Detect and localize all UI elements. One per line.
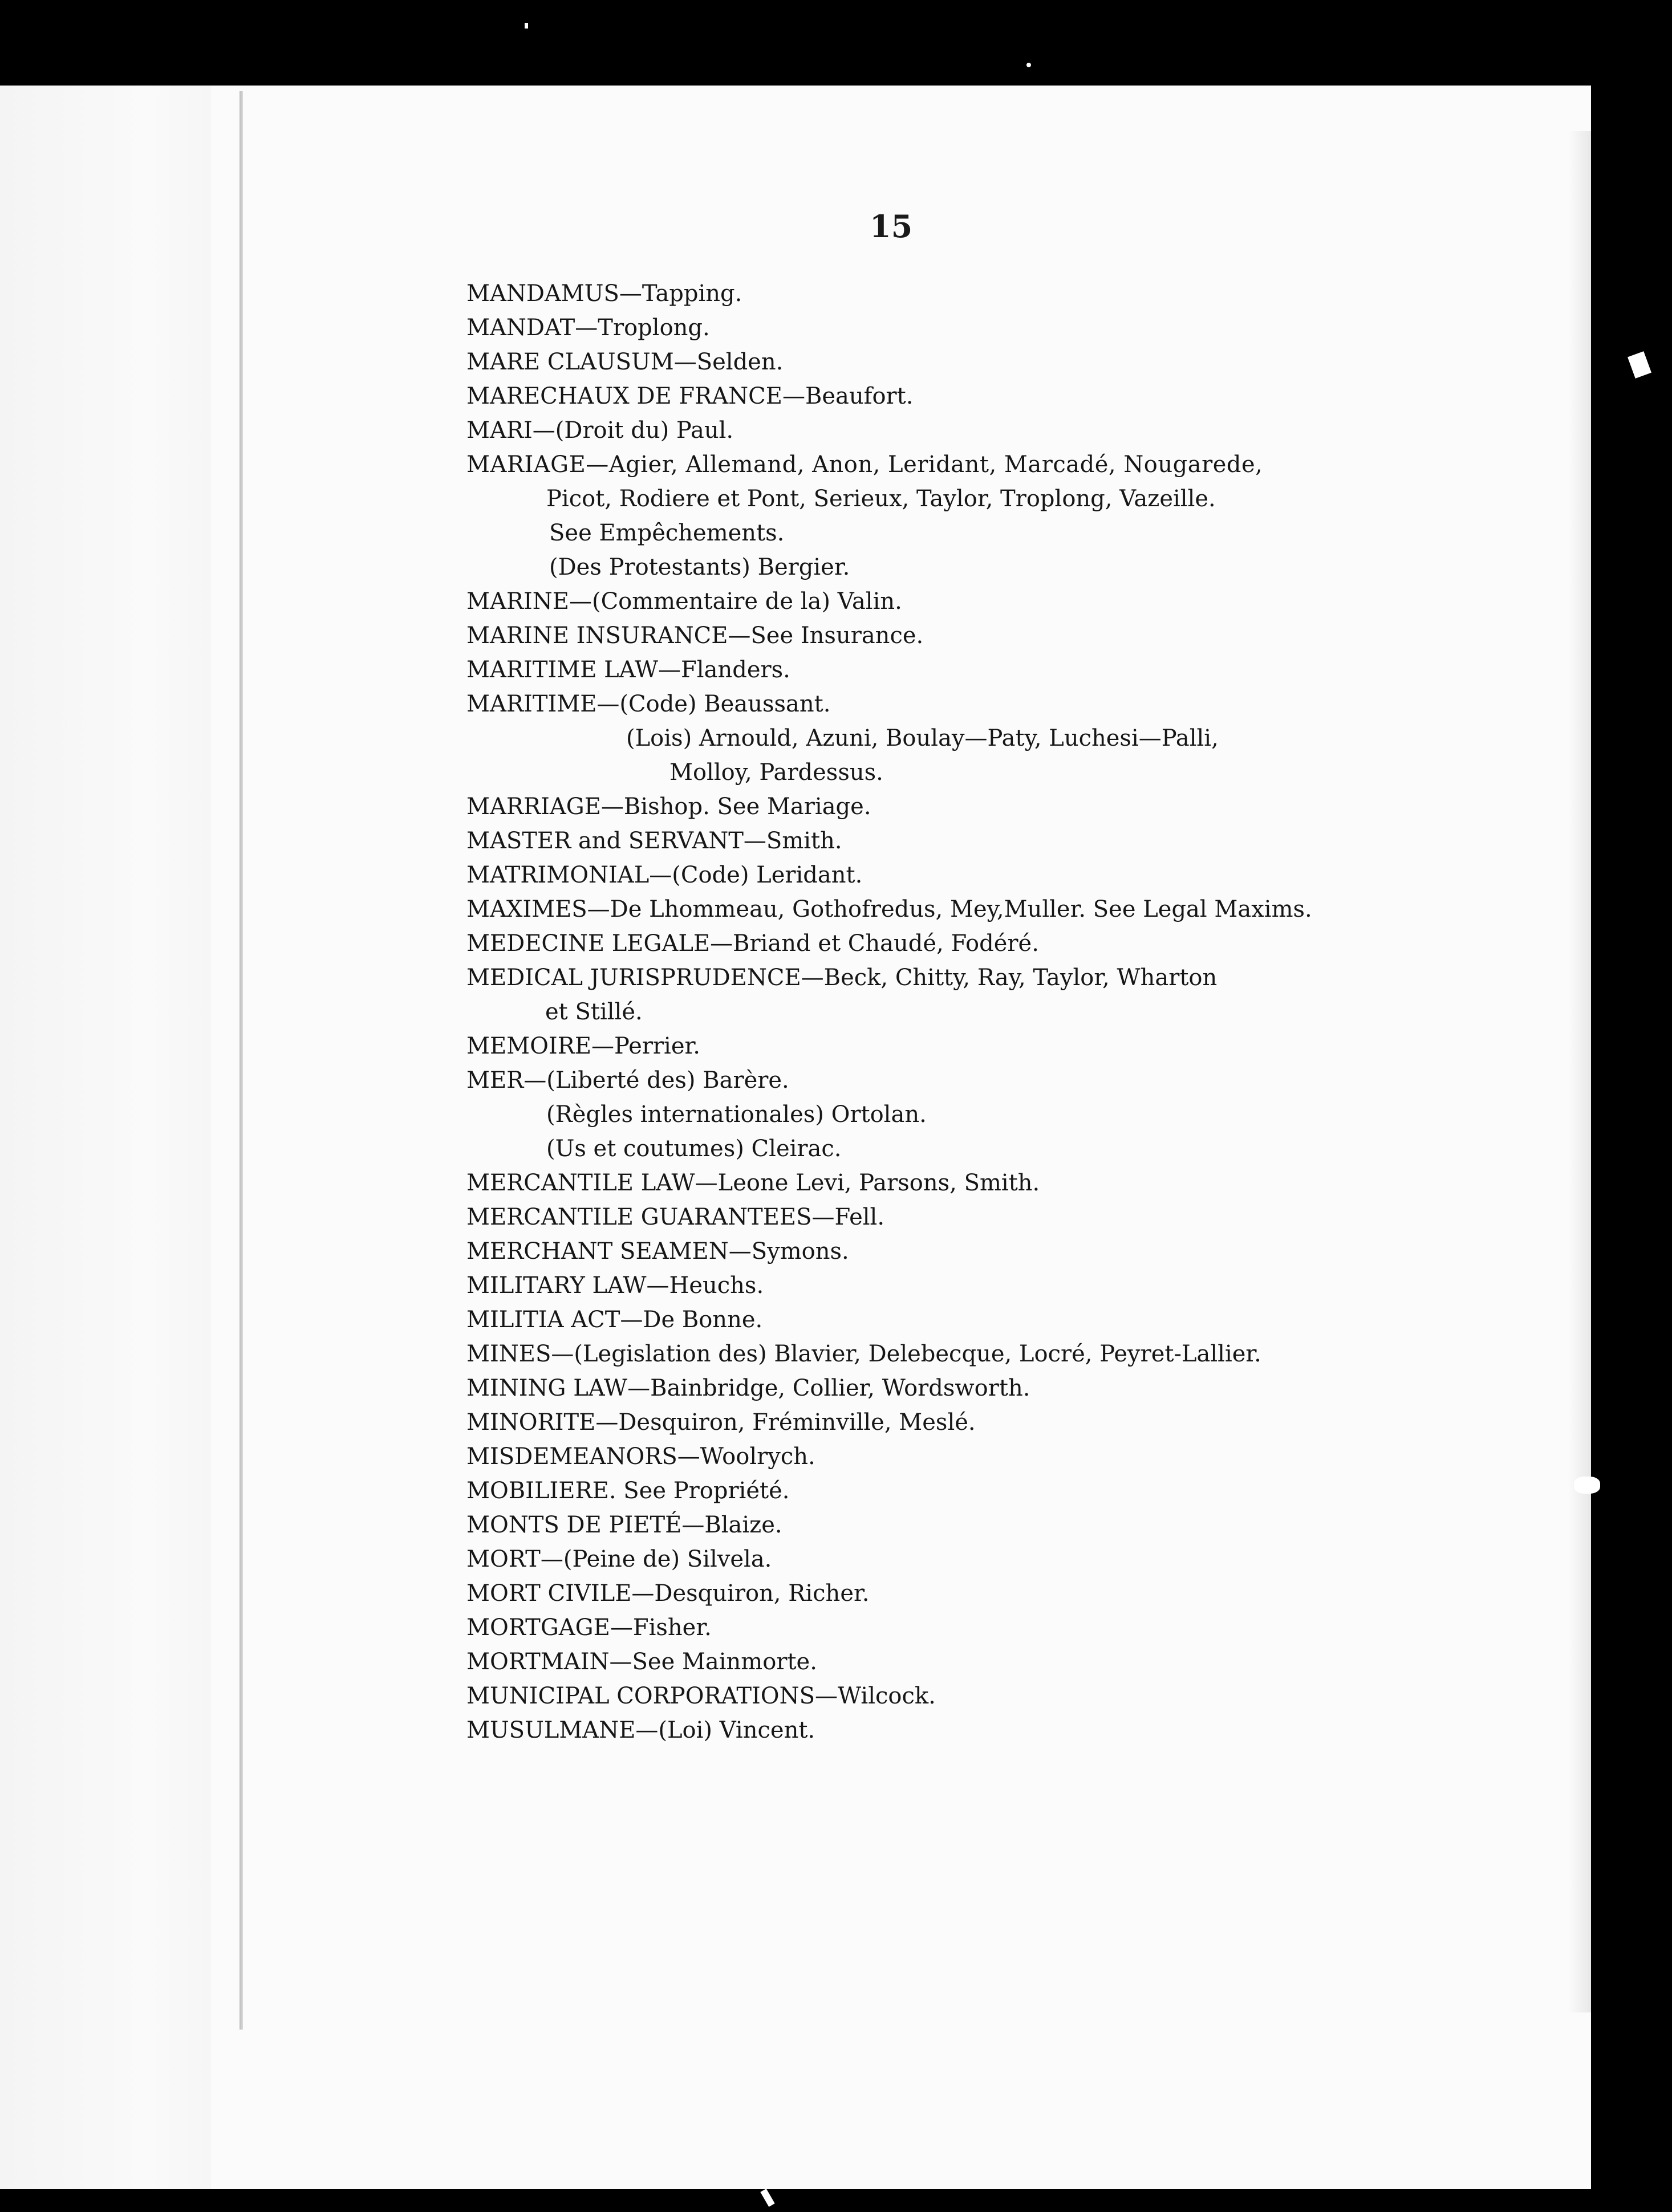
index-subentry: (Des Protestants) Bergier. — [549, 554, 850, 580]
index-entry: MISDEMEANORS—Woolrych. — [466, 1444, 815, 1470]
page-fold-line — [240, 91, 243, 2030]
index-entry: MERCANTILE LAW—Leone Levi, Parsons, Smith. — [466, 1170, 1040, 1196]
index-entry: MARITIME LAW—Flanders. — [466, 657, 790, 683]
index-entry-cross-reference: See Empêchements. — [549, 520, 785, 546]
page-left-margin — [0, 86, 211, 2189]
index-entry: MANDAMUS—Tapping. — [466, 280, 742, 307]
index-entry: MOBILIERE. See Propriété. — [466, 1478, 790, 1504]
index-entry: MARE CLAUSUM—Selden. — [466, 349, 784, 375]
index-entry: MINORITE—Desquiron, Fréminville, Meslé. — [466, 1409, 976, 1436]
index-entry-continuation: Molloy, Pardessus. — [669, 759, 883, 786]
index-entry: MINES—(Legislation des) Blavier, Delebecque, Locré, Peyret-Lallier. — [466, 1341, 1261, 1367]
index-entry: MEDICAL JURISPRUDENCE—Beck, Chitty, Ray, Taylor, Wharton — [466, 965, 1218, 991]
index-entry: MORT CIVILE—Desquiron, Richer. — [466, 1580, 870, 1607]
index-subentry: (Us et coutumes) Cleirac. — [546, 1136, 842, 1162]
index-entry: MUNICIPAL CORPORATIONS—Wilcock. — [466, 1683, 936, 1709]
index-entry: MARINE—(Commentaire de la) Valin. — [466, 588, 902, 615]
index-entry: MILITARY LAW—Heuchs. — [466, 1272, 764, 1299]
index-entry: MATRIMONIAL—(Code) Leridant. — [466, 862, 863, 888]
index-entry: MORTGAGE—Fisher. — [466, 1615, 712, 1641]
index-entry: MUSULMANE—(Loi) Vincent. — [466, 1717, 815, 1743]
index-entry: MORT—(Peine de) Silvela. — [466, 1546, 772, 1572]
index-entry: MEDECINE LEGALE—Briand et Chaudé, Fodéré. — [466, 930, 1039, 957]
index-entry-list — [466, 276, 1322, 1747]
scan-speck — [1026, 63, 1031, 67]
page-number: 15 — [870, 208, 913, 245]
index-entry: MER—(Liberté des) Barère. — [466, 1067, 789, 1093]
index-entry: MANDAT—Troplong. — [466, 315, 710, 341]
scan-speck — [1628, 351, 1651, 379]
index-entry: MARI—(Droit du) Paul. — [466, 417, 734, 444]
index-entry: MARINE INSURANCE—See Insurance. — [466, 623, 924, 649]
index-subentry: (Règles internationales) Ortolan. — [546, 1101, 927, 1128]
index-entry: MINING LAW—Bainbridge, Collier, Wordsworth. — [466, 1375, 1030, 1401]
index-entry: MERCHANT SEAMEN—Symons. — [466, 1238, 849, 1264]
index-entry: MORTMAIN—See Mainmorte. — [466, 1649, 817, 1675]
index-entry: MASTER and SERVANT—Smith. — [466, 828, 842, 854]
index-entry: MONTS DE PIETÉ—Blaize. — [466, 1512, 782, 1538]
scan-speck — [760, 2189, 774, 2207]
page-right-edge — [1568, 131, 1591, 2012]
index-entry: MERCANTILE GUARANTEES—Fell. — [466, 1204, 885, 1230]
index-entry: MILITIA ACT—De Bonne. — [466, 1307, 763, 1333]
index-entry: MARRIAGE—Bishop. See Mariage. — [466, 794, 871, 820]
index-entry: MARIAGE—Agier, Allemand, Anon, Leridant, Marcadé, Nougarede, — [466, 452, 1263, 478]
index-entry: MARECHAUX DE FRANCE—Beaufort. — [466, 383, 914, 409]
index-entry: MARITIME—(Code) Beaussant. — [466, 691, 831, 717]
index-entry: MEMOIRE—Perrier. — [466, 1033, 700, 1059]
index-subentry: (Lois) Arnould, Azuni, Boulay—Paty, Luchesi—Palli, — [626, 725, 1219, 751]
index-entry-continuation: et Stillé. — [545, 999, 643, 1025]
scan-speck — [525, 23, 528, 29]
index-entry-continuation: Picot, Rodiere et Pont, Serieux, Taylor, Troplong, Vazeille. — [546, 486, 1216, 512]
scan-speck — [1574, 1477, 1600, 1494]
index-entry: MAXIMES—De Lhommeau, Gothofredus, Mey,Muller. See Legal Maxims. — [466, 896, 1312, 922]
